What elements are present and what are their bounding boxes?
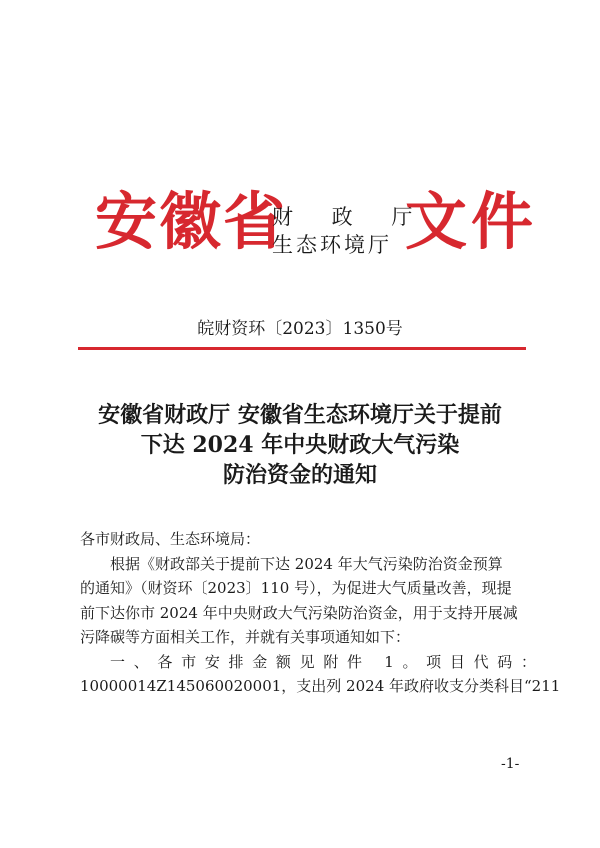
paragraph-line: 10000014Z145060020001，支出列 2024 年政府收支分类科目“211 (80, 677, 561, 695)
salutation: 各市财政局、生态环境局： (80, 530, 261, 548)
paragraph-line: 前下达你市 2024 年中央财政大气污染防治资金，用于支持开展减 (80, 603, 518, 622)
title-line: 安徽省财政厅 安徽省生态环境厅关于提前 (98, 402, 502, 428)
paragraph-item-one (80, 650, 561, 699)
header-document-word: 文件 (405, 185, 538, 258)
header-department-ecology: 生态环境厅 (272, 233, 392, 257)
header-departments (272, 203, 429, 259)
header-department-finance: 财 政 厅 (272, 205, 429, 229)
title-line: 下达 2024 年中央财政大气污染 (140, 432, 460, 458)
header-province: 安徽省 (95, 185, 288, 258)
paragraph-line: 根据《财政部关于提前下达 2024 年大气污染防治资金预算 (110, 554, 503, 573)
document-title (60, 400, 540, 490)
red-divider-line (78, 347, 526, 350)
paragraph-line: 污降碳等方面相关工作，并就有关事项通知如下： (80, 628, 411, 646)
document-number: 皖财资环〔2023〕1350号 (197, 319, 403, 339)
paragraph-line: 一、各市安排金额见附件 1。项目代码： (110, 652, 536, 671)
title-line: 防治资金的通知 (222, 462, 377, 488)
paragraph-basis (80, 552, 536, 650)
page-number: -1- (501, 756, 520, 772)
paragraph-line: 的通知》（财资环〔2023〕110 号），为促进大气质量改善，现提 (80, 579, 512, 597)
document-body (80, 527, 561, 699)
